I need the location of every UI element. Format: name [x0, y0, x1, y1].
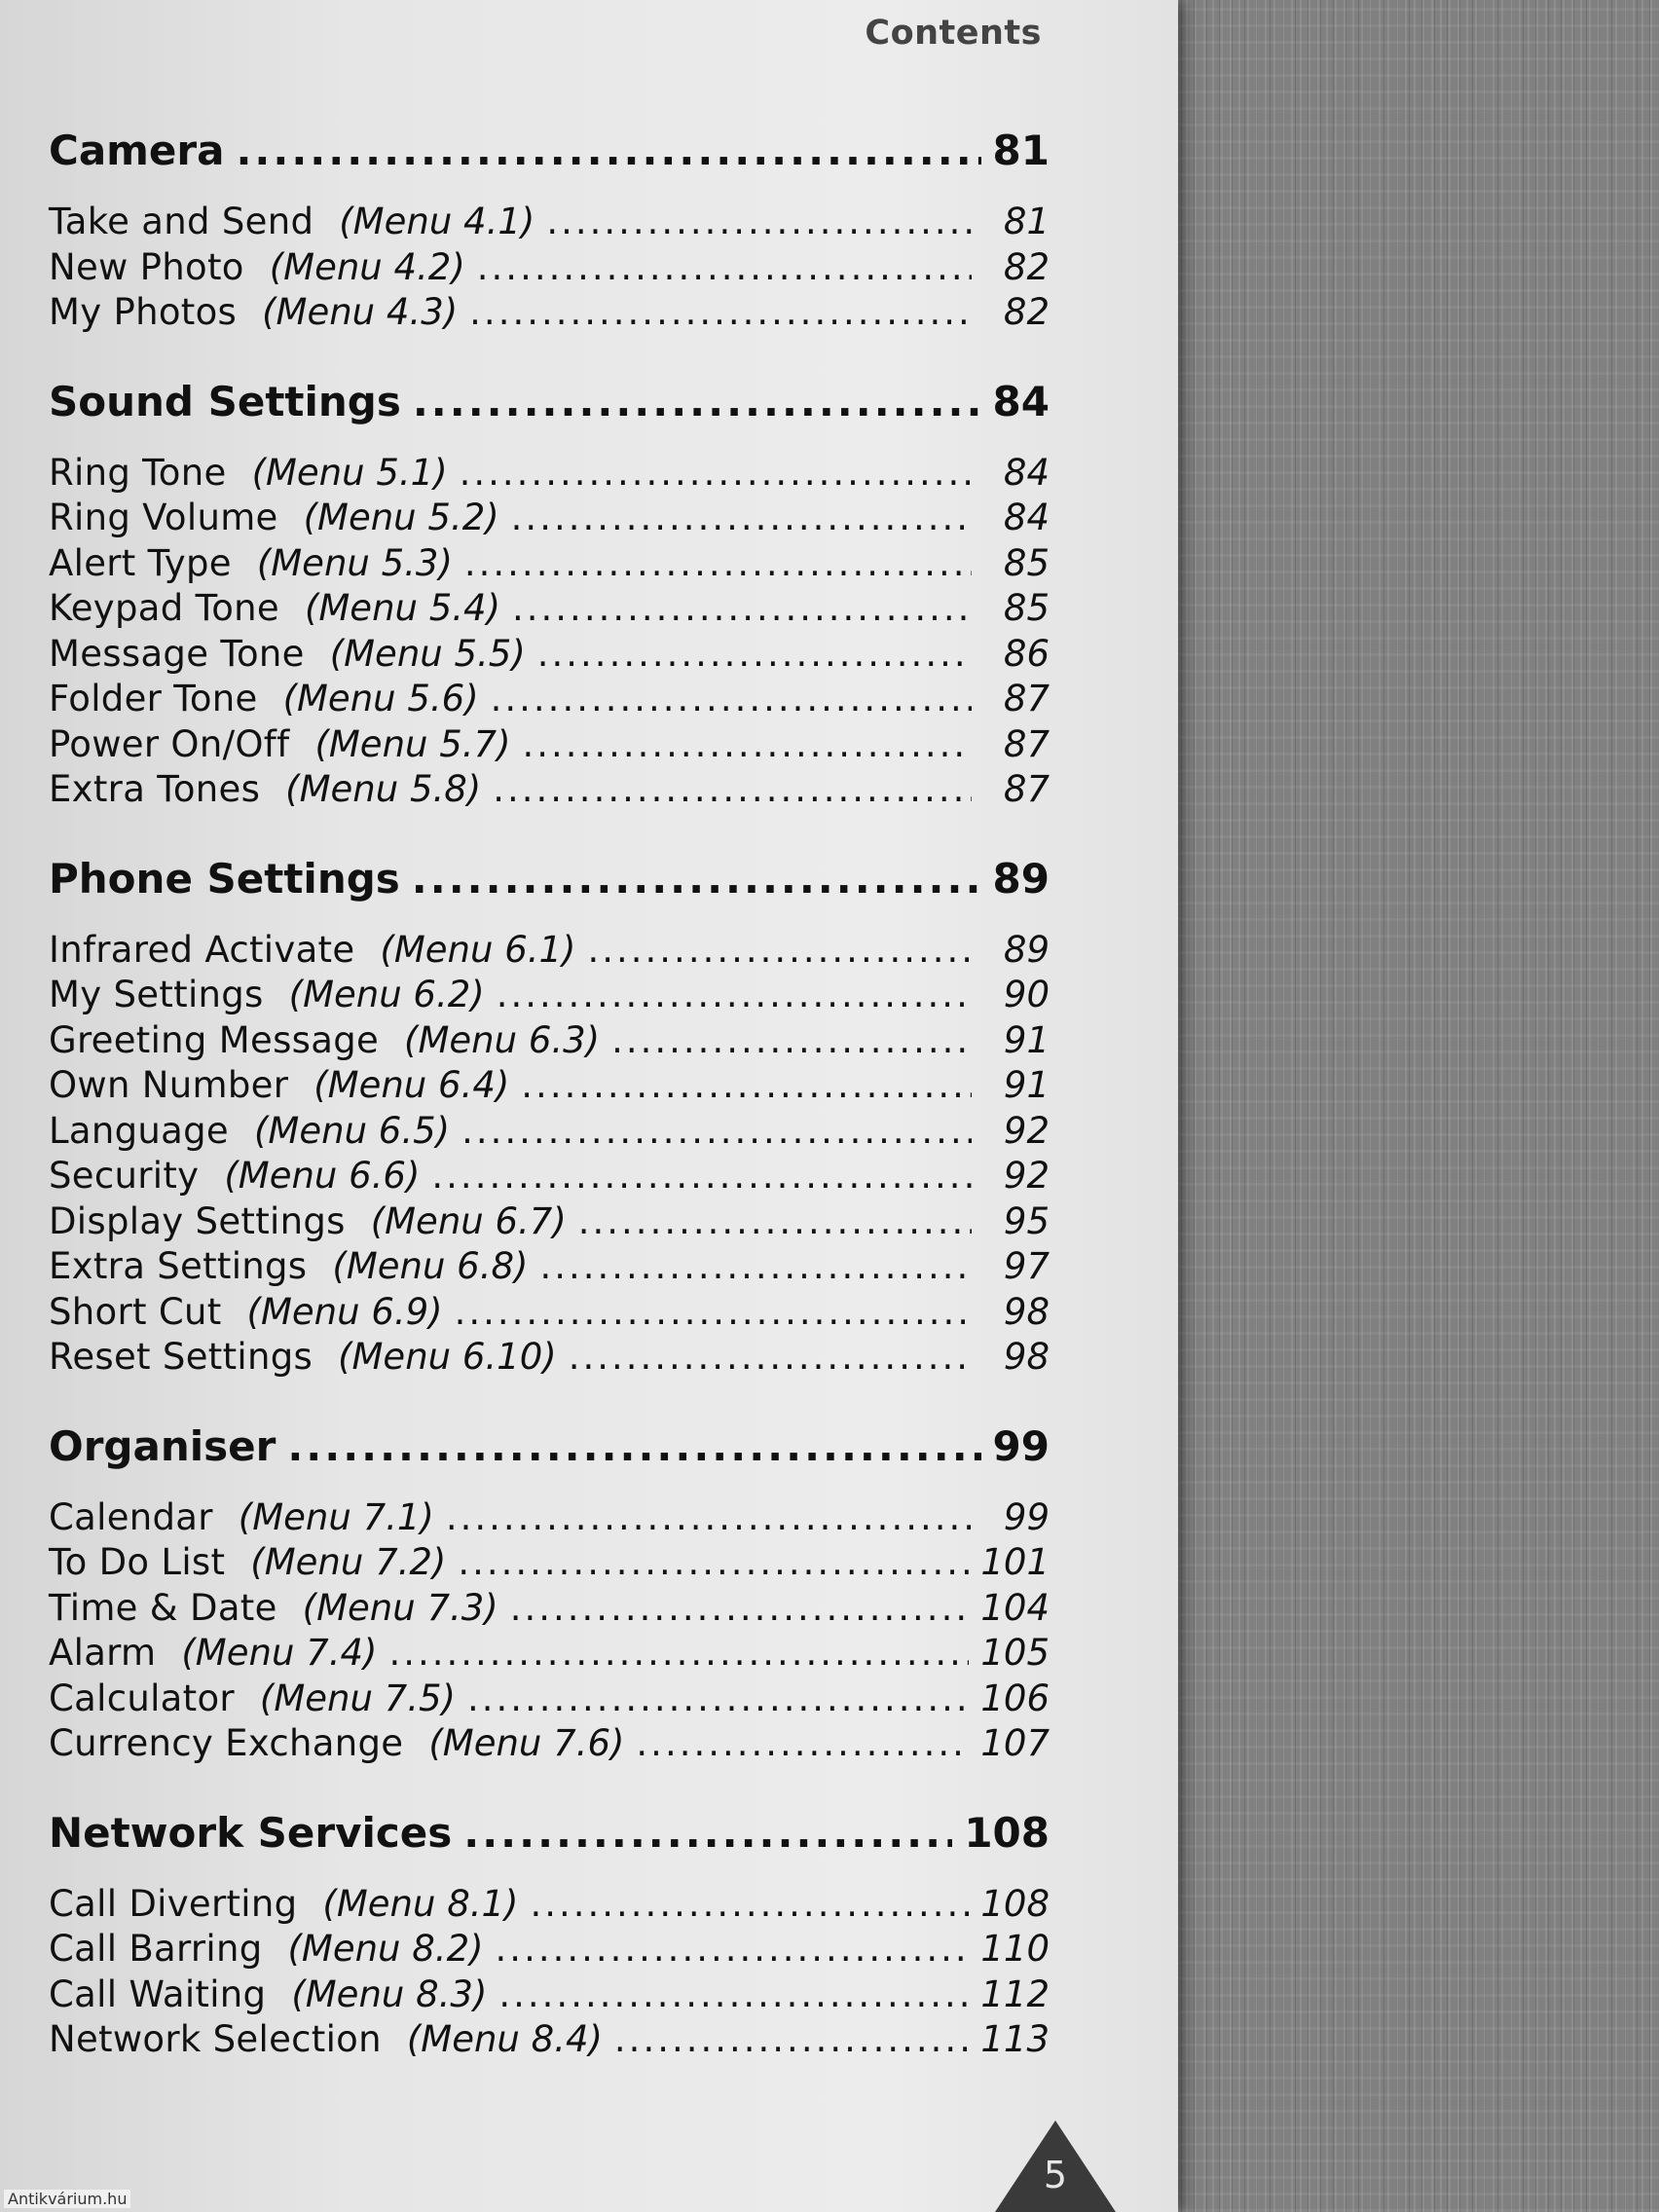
- toc-entry: [49, 974, 1050, 1019]
- entry-page-number: 92: [1003, 1155, 1050, 1197]
- entry-page-number: 82: [1003, 245, 1050, 288]
- entry-page-number: 113: [980, 2018, 1050, 2060]
- menu-reference: (Menu 8.1): [322, 1882, 519, 1925]
- entry-page-number: 112: [980, 1972, 1050, 2015]
- entry-page-number: 107: [980, 1722, 1050, 1764]
- menu-reference: (Menu 7.6): [428, 1722, 625, 1764]
- entry-title: Infrared Activate: [49, 928, 355, 971]
- menu-reference: (Menu 7.5): [259, 1677, 456, 1719]
- dot-leader: [413, 378, 981, 425]
- table-of-contents: [49, 127, 1050, 2105]
- toc-entry: [49, 497, 1050, 542]
- dot-leader: [467, 1677, 969, 1719]
- entry-page-number: 85: [1003, 541, 1050, 584]
- dot-leader: [510, 1587, 970, 1629]
- section-title: Sound Settings: [49, 377, 401, 425]
- dot-leader: [388, 1632, 969, 1674]
- entry-title: Language: [49, 1109, 229, 1152]
- entry-title: My Settings: [49, 974, 264, 1015]
- dot-leader: [412, 855, 981, 903]
- toc-entry: [49, 633, 1050, 679]
- dot-leader: [236, 127, 980, 174]
- entry-title: Call Diverting: [49, 1882, 298, 1925]
- menu-reference: (Menu 4.1): [339, 201, 535, 242]
- toc-entry: [49, 201, 1050, 246]
- toc-section-heading: [49, 378, 1050, 442]
- entry-page-number: 99: [1003, 1495, 1050, 1538]
- section-page-number: 99: [992, 1421, 1050, 1470]
- menu-reference: (Menu 6.7): [370, 1199, 567, 1242]
- entry-title: Display Settings: [49, 1199, 346, 1242]
- menu-reference: (Menu 5.2): [303, 497, 499, 538]
- menu-reference: (Menu 6.4): [313, 1064, 510, 1106]
- dot-leader: [464, 542, 972, 584]
- entry-title: Message Tone: [49, 632, 305, 675]
- menu-reference: (Menu 7.3): [302, 1586, 498, 1629]
- entry-title: Short Cut: [49, 1290, 222, 1333]
- entry-title: Security: [49, 1155, 200, 1197]
- entry-page-number: 89: [1003, 928, 1050, 971]
- entry-title: My Photos: [49, 291, 238, 333]
- toc-entry: [49, 1928, 1050, 1973]
- dot-leader: [287, 1422, 980, 1470]
- entry-title: Own Number: [49, 1064, 289, 1106]
- menu-reference: (Menu 8.3): [291, 1972, 488, 2015]
- entry-page-number: 85: [1003, 587, 1050, 629]
- entry-page-number: 84: [1003, 497, 1050, 538]
- dot-leader: [614, 2018, 969, 2060]
- entry-page-number: 92: [1003, 1109, 1050, 1152]
- toc-entry: [49, 1496, 1050, 1542]
- menu-reference: (Menu 4.2): [269, 245, 465, 288]
- toc-entry: [49, 678, 1050, 723]
- dot-leader: [578, 1200, 972, 1242]
- dot-leader: [463, 1809, 952, 1857]
- dot-leader: [461, 1110, 972, 1152]
- toc-entry: [49, 1541, 1050, 1587]
- menu-reference: (Menu 5.7): [314, 722, 511, 765]
- entry-title: Currency Exchange: [49, 1722, 404, 1764]
- toc-entry: [49, 1200, 1050, 1246]
- dot-leader: [530, 1883, 969, 1925]
- entry-title: Extra Tones: [49, 768, 261, 810]
- entry-page-number: 101: [980, 1541, 1050, 1583]
- entry-page-number: 110: [980, 1928, 1050, 1970]
- toc-entry: [49, 1722, 1050, 1768]
- entry-title: Greeting Message: [49, 1018, 380, 1061]
- dot-leader: [458, 1541, 969, 1583]
- entry-page-number: 97: [1003, 1245, 1050, 1287]
- toc-entry: [49, 1110, 1050, 1156]
- dot-leader: [477, 246, 972, 288]
- dot-leader: [569, 1336, 972, 1378]
- toc-entry: [49, 1064, 1050, 1110]
- background-surface: [1168, 0, 1659, 2212]
- entry-page-number: 90: [1003, 974, 1050, 1015]
- entry-page-number: 87: [1003, 768, 1050, 810]
- toc-entry: [49, 929, 1050, 975]
- section-page-number: 89: [992, 854, 1050, 903]
- dot-leader: [491, 678, 972, 719]
- entry-title: Network Selection: [49, 2018, 382, 2060]
- dot-leader: [498, 1973, 969, 2015]
- section-page-number: 84: [992, 377, 1050, 425]
- menu-reference: (Menu 6.5): [254, 1109, 451, 1152]
- toc-entry: [49, 723, 1050, 769]
- toc-entry: [49, 2018, 1050, 2064]
- dot-leader: [537, 633, 972, 675]
- menu-reference: (Menu 6.8): [332, 1245, 529, 1287]
- menu-reference: (Menu 5.8): [285, 768, 482, 810]
- dot-leader: [636, 1722, 969, 1764]
- toc-section: [49, 127, 1050, 337]
- menu-reference: (Menu 4.3): [262, 291, 459, 333]
- entry-page-number: 98: [1003, 1290, 1050, 1333]
- section-page-number: 81: [992, 127, 1050, 174]
- toc-entry: [49, 1245, 1050, 1291]
- section-title: Camera: [49, 127, 225, 174]
- entry-page-number: 81: [1003, 201, 1050, 242]
- section-title: Network Services: [49, 1808, 453, 1857]
- menu-reference: (Menu 7.2): [250, 1541, 447, 1583]
- entry-title: Keypad Tone: [49, 587, 279, 629]
- menu-reference: (Menu 6.2): [288, 974, 485, 1015]
- dot-leader: [431, 1155, 972, 1197]
- dot-leader: [497, 974, 972, 1015]
- dot-leader: [523, 723, 972, 765]
- page-header-title: Contents: [865, 14, 1042, 53]
- toc-section: [49, 378, 1050, 814]
- toc-entry: [49, 1883, 1050, 1929]
- watermark-text: Antikvárium.hu: [4, 2190, 130, 2208]
- entry-title: Take and Send: [49, 201, 314, 242]
- dot-leader: [455, 1291, 972, 1333]
- toc-entry: [49, 1019, 1050, 1065]
- toc-section-heading: [49, 855, 1050, 919]
- dot-leader: [493, 768, 972, 810]
- toc-entry: [49, 291, 1050, 337]
- entry-page-number: 98: [1003, 1336, 1050, 1378]
- menu-reference: (Menu 5.6): [282, 678, 479, 719]
- toc-entry: [49, 246, 1050, 292]
- dot-leader: [546, 201, 972, 242]
- entry-title: To Do List: [49, 1541, 226, 1583]
- entry-title: Ring Volume: [49, 497, 278, 538]
- page-number-marker: [995, 2120, 1116, 2212]
- entry-title: Folder Tone: [49, 678, 258, 719]
- menu-reference: (Menu 5.3): [256, 541, 453, 584]
- entry-title: Time & Date: [49, 1586, 277, 1629]
- entry-title: Reset Settings: [49, 1336, 313, 1378]
- menu-reference: (Menu 7.4): [181, 1632, 378, 1674]
- menu-reference: (Menu 5.5): [329, 632, 526, 675]
- entry-page-number: 106: [980, 1677, 1050, 1719]
- entry-title: Ring Tone: [49, 451, 227, 494]
- toc-section-heading: [49, 127, 1050, 191]
- toc-section-heading: [49, 1422, 1050, 1487]
- menu-reference: (Menu 6.6): [224, 1155, 421, 1197]
- section-title: Organiser: [49, 1421, 276, 1470]
- menu-reference: (Menu 8.4): [406, 2018, 603, 2060]
- toc-section-heading: [49, 1809, 1050, 1873]
- entry-page-number: 104: [980, 1586, 1050, 1629]
- entry-page-number: 82: [1003, 291, 1050, 333]
- toc-section: [49, 1422, 1050, 1768]
- entry-page-number: 87: [1003, 678, 1050, 719]
- toc-entry: [49, 1587, 1050, 1633]
- entry-title: Extra Settings: [49, 1245, 308, 1287]
- dot-leader: [446, 1496, 972, 1538]
- entry-page-number: 91: [1003, 1018, 1050, 1061]
- menu-reference: (Menu 6.1): [380, 928, 576, 971]
- menu-reference: (Menu 6.10): [338, 1336, 557, 1378]
- page-number: 5: [1043, 2154, 1068, 2196]
- dot-leader: [512, 587, 972, 629]
- dot-leader: [611, 1019, 972, 1061]
- entry-title: Alarm: [49, 1632, 157, 1674]
- entry-page-number: 95: [1003, 1199, 1050, 1242]
- toc-section: [49, 855, 1050, 1382]
- toc-entry: [49, 587, 1050, 633]
- entry-title: New Photo: [49, 245, 244, 288]
- entry-title: Calculator: [49, 1677, 235, 1719]
- entry-page-number: 91: [1003, 1064, 1050, 1106]
- entry-page-number: 108: [980, 1882, 1050, 1925]
- dot-leader: [587, 929, 972, 971]
- toc-entry: [49, 1973, 1050, 2019]
- dot-leader: [496, 1928, 970, 1970]
- toc-entry: [49, 542, 1050, 588]
- entry-title: Power On/Off: [49, 722, 290, 765]
- menu-reference: (Menu 8.2): [287, 1928, 484, 1970]
- menu-reference: (Menu 6.9): [246, 1290, 443, 1333]
- dot-leader: [539, 1245, 972, 1287]
- menu-reference: (Menu 5.1): [251, 451, 448, 494]
- entry-page-number: 87: [1003, 722, 1050, 765]
- toc-entry: [49, 452, 1050, 498]
- entry-page-number: 105: [980, 1632, 1050, 1674]
- entry-title: Call Barring: [49, 1928, 263, 1970]
- dot-leader: [469, 291, 972, 333]
- dot-leader: [511, 497, 972, 538]
- toc-entry: [49, 1291, 1050, 1337]
- menu-reference: (Menu 6.3): [404, 1018, 601, 1061]
- toc-entry: [49, 1336, 1050, 1382]
- menu-reference: (Menu 5.4): [304, 587, 501, 629]
- toc-entry: [49, 1155, 1050, 1200]
- toc-section: [49, 1809, 1050, 2064]
- entry-title: Calendar: [49, 1495, 213, 1538]
- entry-page-number: 84: [1003, 451, 1050, 494]
- dot-leader: [521, 1064, 972, 1106]
- toc-entry: [49, 1632, 1050, 1677]
- menu-reference: (Menu 7.1): [238, 1495, 434, 1538]
- section-page-number: 108: [964, 1808, 1050, 1857]
- section-title: Phone Settings: [49, 854, 400, 903]
- dot-leader: [460, 452, 972, 494]
- toc-entry: [49, 768, 1050, 814]
- entry-page-number: 86: [1003, 632, 1050, 675]
- entry-title: Alert Type: [49, 541, 232, 584]
- toc-entry: [49, 1677, 1050, 1723]
- entry-title: Call Waiting: [49, 1972, 267, 2015]
